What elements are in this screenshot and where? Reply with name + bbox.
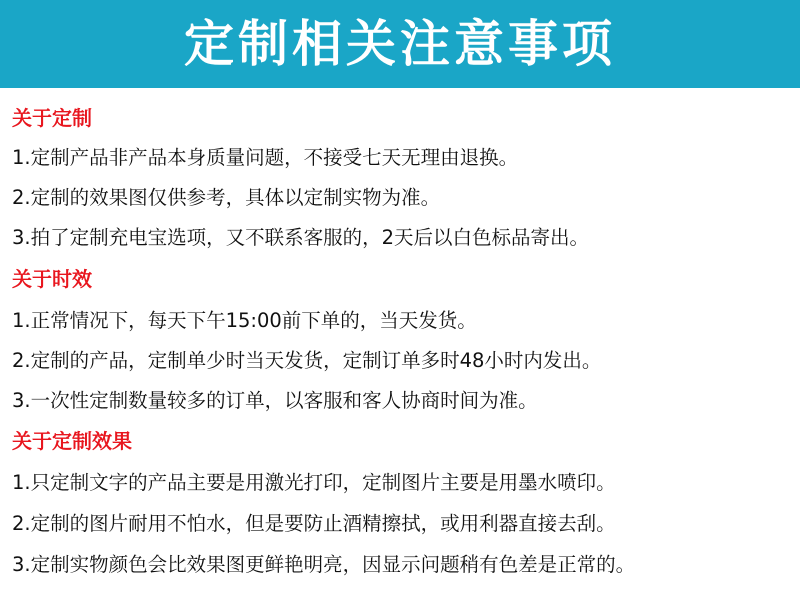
list-item: 2.定制的图片耐用不怕水，但是要防止酒精擦拭，或用利器直接去刮。 <box>12 512 616 535</box>
list-item: 3.拍了定制充电宝选项，又不联系客服的，2天后以白色标品寄出。 <box>12 226 590 249</box>
list-item: 3.一次性定制数量较多的订单，以客服和客人协商时间为准。 <box>12 389 538 412</box>
list-item: 2.定制的效果图仅供参考，具体以定制实物为准。 <box>12 186 441 209</box>
list-item: 1.只定制文字的产品主要是用激光打印，定制图片主要是用墨水喷印。 <box>12 471 616 494</box>
section-title-timing: 关于时效 <box>12 267 92 291</box>
section-title-effect: 关于定制效果 <box>12 429 132 453</box>
title-banner <box>0 0 800 88</box>
list-item: 1.正常情况下，每天下午15:00前下单的，当天发货。 <box>12 309 477 332</box>
list-item: 3.定制实物颜色会比效果图更鲜艳明亮，因显示问题稍有色差是正常的。 <box>12 553 636 576</box>
page-title: 定制相关注意事项 <box>184 15 616 73</box>
list-item: 1.定制产品非产品本身质量问题，不接受七天无理由退换。 <box>12 146 519 169</box>
section-title-customization: 关于定制 <box>12 106 92 130</box>
list-item: 2.定制的产品，定制单少时当天发货，定制订单多时48小时内发出。 <box>12 349 602 372</box>
